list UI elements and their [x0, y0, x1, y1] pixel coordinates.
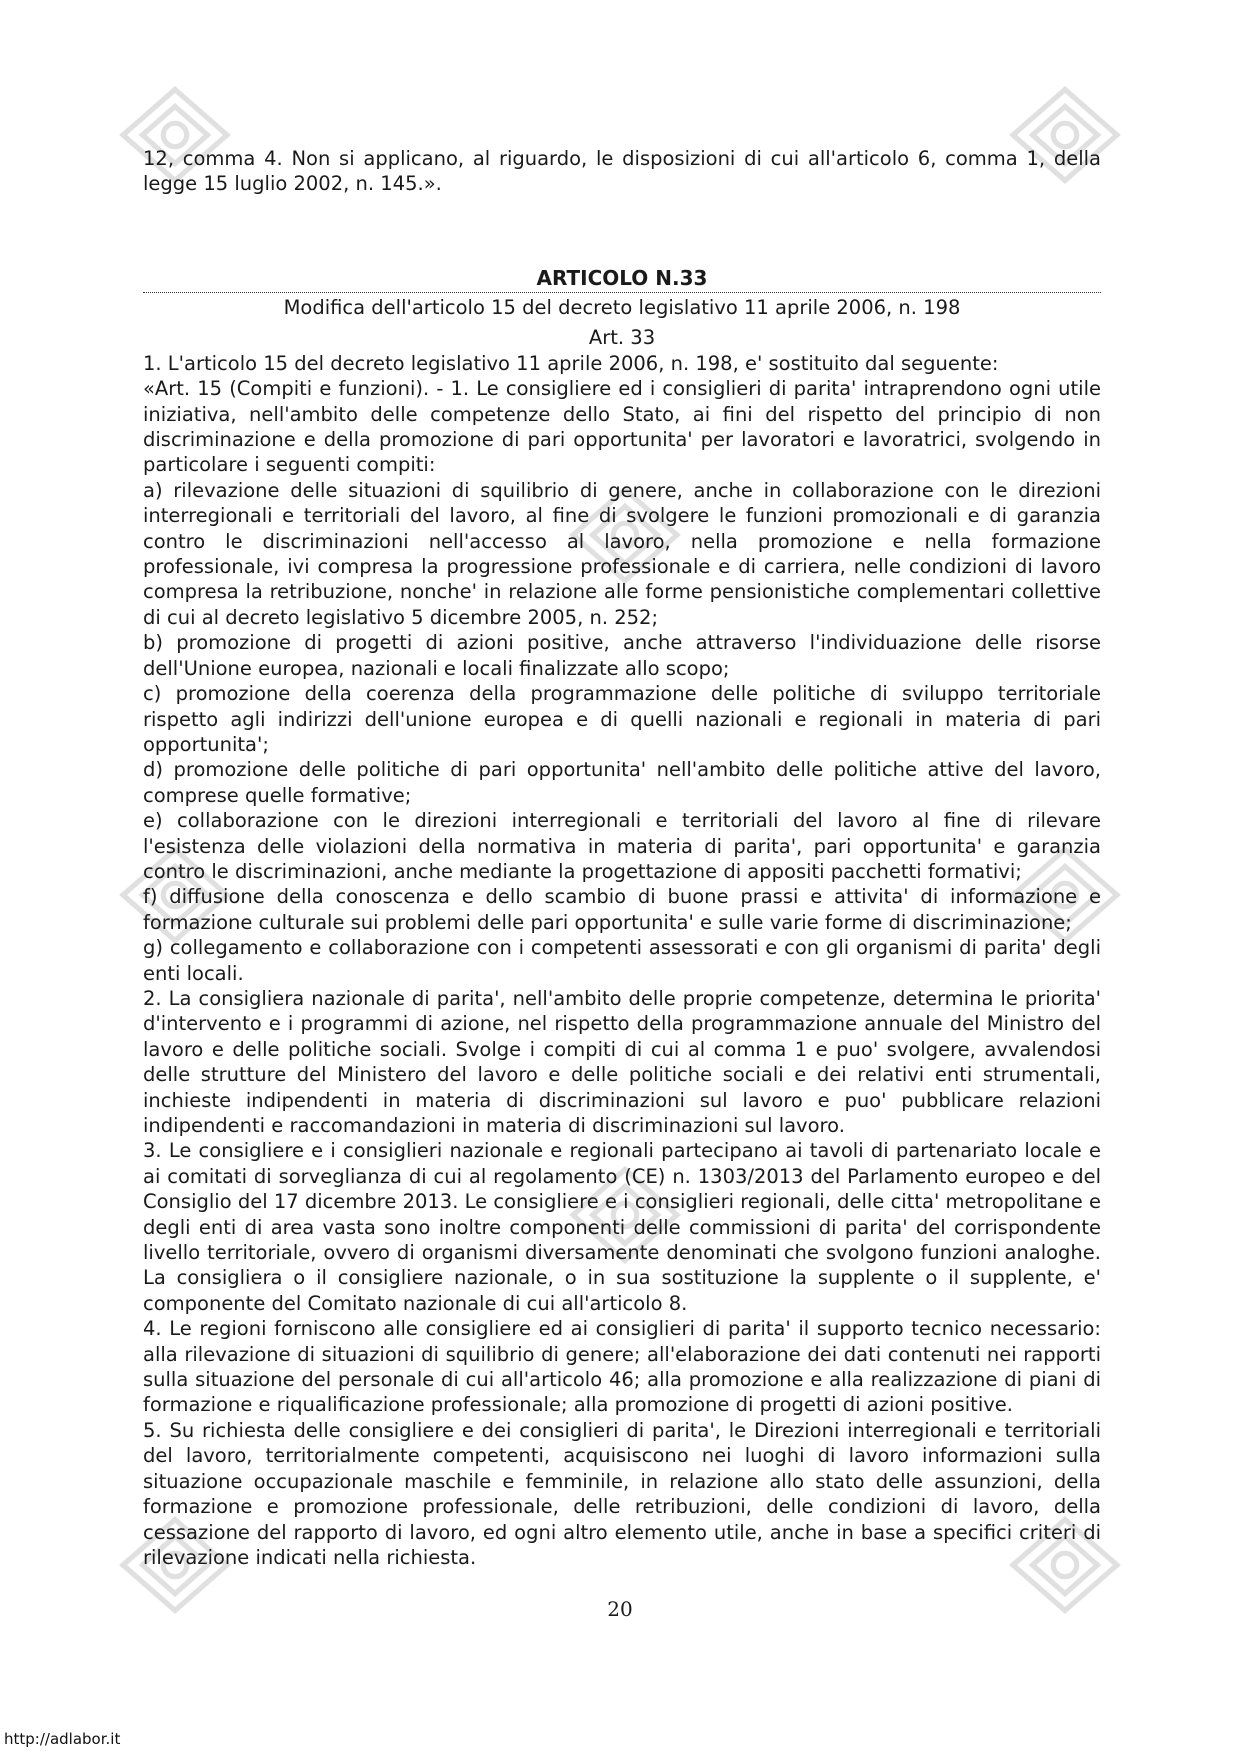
paragraph: 1. L'articolo 15 del decreto legislativo 11 aprile 2006, n. 198, e' sostituito dal seguente: [143, 351, 999, 375]
page-number: 20 [607, 1597, 633, 1621]
paragraph: 4. Le regioni forniscono alle consigliere ed ai consiglieri di parita' il supporto tecnico necessario: alla rilevazione di situazioni di squilibrio di genere; all'elaborazione dei dati contenuti nei rapporti sulla situazione del personale di cui all'articolo 46; alla promozione e alla realizzazione di piani di formazione e riqualificazione professionale; alla promozione di progetti di azioni positive. [143, 1317, 1101, 1417]
paragraph: b) promozione di progetti di azioni positive, anche attraverso l'individuazione delle risorse dell'Unione europea, nazionali e locali finalizzate allo scopo; [143, 631, 1101, 680]
paragraph: e) collaborazione con le direzioni interregionali e territoriali del lavoro al fine di rilevare l'esistenza delle violazioni della normativa in materia di parita', pari opportunita' e garanzia contro le discriminazioni, anche mediante la progettazione di appositi pacchetti formativi; [143, 809, 1101, 883]
paragraph: c) promozione della coerenza della programmazione delle politiche di sviluppo territoriale rispetto agli indirizzi dell'unione europea e di quelli nazionali e regionali in materia di pari opportunita'; [143, 682, 1101, 756]
article-number: Art. 33 [588, 325, 656, 349]
article-heading: ARTICOLO N.33 [143, 265, 1101, 293]
paragraph: f) diffusione della conoscenza e dello scambio di buone prassi e attivita' di informazione e formazione culturale sui problemi delle pari opportunita' e sulle varie forme di discriminazione; [143, 885, 1101, 934]
footer-url: http://adlabor.it [4, 1730, 121, 1748]
paragraph: a) rilevazione delle situazioni di squilibrio di genere, anche in collaborazione con le direzioni interregionali e territoriali del lavoro, al fine di svolgere le funzioni promozionali e di garanzia contro le discriminazioni nell'accesso al lavoro, nella promozione e nella formazione professionale, ivi compresa la progressione professionale e di carriera, nelle condizioni di lavoro compresa la retribuzione, nonche' in relazione alle forme pensionistiche complementari collettive di cui al decreto legislativo 5 dicembre 2005, n. 252; [143, 478, 1101, 629]
paragraph: 2. La consigliera nazionale di parita', nell'ambito delle proprie competenze, determina le priorita' d'intervento e i programmi di azione, nel rispetto della programmazione annuale del Ministro del lavoro e delle politiche sociali. Svolge i compiti di cui al comma 1 e puo' svolgere, avvalendosi delle strutture del Ministero del lavoro e delle politiche sociali e dei relativi enti strumentali, inchieste indipendenti in materia di discriminazioni sul lavoro e puo' pubblicare relazioni indipendenti e raccomandazioni in materia di discriminazioni sul lavoro. [143, 986, 1101, 1137]
paragraph: 5. Su richiesta delle consigliere e dei consiglieri di parita', le Direzioni interregionali e territoriali del lavoro, territorialmente competenti, acquisiscono nei luoghi di lavoro informazioni sulla situazione occupazionale maschile e femminile, in relazione allo stato delle assunzioni, della formazione e promozione professionale, delle retribuzioni, delle condizioni di lavoro, della cessazione del rapporto di lavoro, ed ogni altro elemento utile, anche in base a specifici criteri di rilevazione indicati nella richiesta. [143, 1418, 1101, 1569]
paragraph: g) collegamento e collaborazione con i competenti assessorati e con gli organismi di parita' degli enti locali. [143, 936, 1101, 985]
article-text [143, 351, 1101, 1571]
page-body [143, 146, 1101, 1570]
paragraph: «Art. 15 (Compiti e funzioni). - 1. Le consigliere ed i consiglieri di parita' intraprendono ogni utile iniziativa, nell'ambito delle competenze dello Stato, ai fini del rispetto del principio di non discriminazione e della promozione di pari opportunita' per lavoratori e lavoratrici, svolgendo in particolare i seguenti compiti: [143, 377, 1101, 477]
paragraph: d) promozione delle politiche di pari opportunita' nell'ambito delle politiche attive del lavoro, comprese quelle formative; [143, 758, 1101, 807]
article-subtitle: Modifica dell'articolo 15 del decreto legislativo 11 aprile 2006, n. 198 [283, 295, 961, 319]
intro-paragraph: 12, comma 4. Non si applicano, al riguardo, le disposizioni di cui all'articolo 6, comma 1, della legge 15 luglio 2002, n. 145.». [143, 147, 1101, 196]
paragraph: 3. Le consigliere e i consiglieri nazionale e regionali partecipano ai tavoli di partenariato locale e ai comitati di sorveglianza di cui al regolamento (CE) n. 1303/2013 del Parlamento europeo e del Consiglio del 17 dicembre 2013. Le consigliere e i consiglieri regionali, delle citta' metropolitane e degli enti di area vasta sono inoltre componenti delle commissioni di parita' del corrispondente livello territoriale, ovvero di organismi diversamente denominati che svolgono funzioni analoghe. La consigliera o il consigliere nazionale, o in sua sostituzione la supplente o il supplente, e' componente del Comitato nazionale di cui all'articolo 8. [143, 1139, 1101, 1315]
